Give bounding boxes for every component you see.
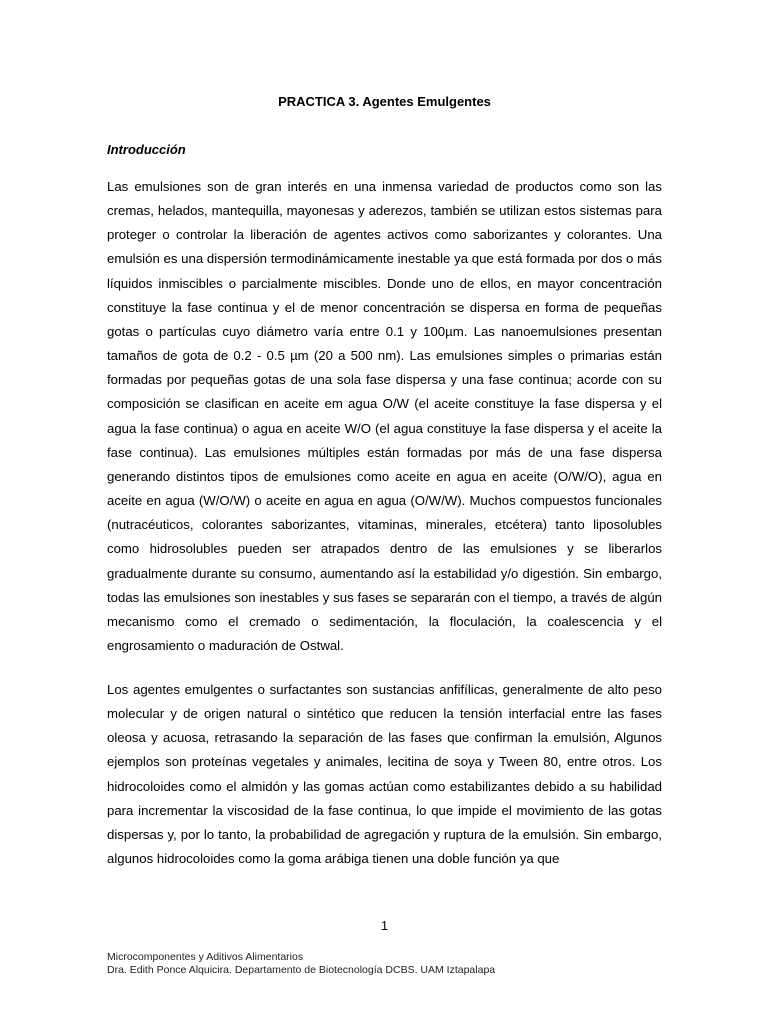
page-title: PRACTICA 3. Agentes Emulgentes <box>278 94 491 109</box>
paragraph-intro-1: Las emulsiones son de gran interés en una inmensa variedad de productos como son las cremas, helados, mantequilla, mayonesas y aderezos, también se utilizan estos sistemas para proteger o controlar la liberación de agentes activos como saborizantes y colorantes. Una emulsión es una dispersión termodinámicamente inestable ya que está formada por dos o más líquidos inmiscibles o parcialmente miscibles. Donde uno de ellos, en mayor concentración constituye la fase continua y el de menor concentración se dispersa en forma de pequeñas gotas o partículas cuyo diámetro varía entre 0.1 y 100µm. Las nanoemulsiones presentan tamaños de gota de 0.2 - 0.5 µm (20 a 500 nm). Las emulsiones simples o primarias están formadas por pequeñas gotas de una sola fase dispersa y una fase continua; acorde con su composición se clasifican en aceite em agua O/W (el aceite constituye la fase dispersa y el agua la fase continua) o agua en aceite W/O (el agua constituye la fase dispersa y el aceite la fase continua). Las emulsiones múltiples están formadas por más de una fase dispersa generando distintos tipos de emulsiones como aceite en agua en aceite (O/W/O), agua en aceite en agua (W/O/W) o aceite en agua en agua (O/W/W). Muchos compuestos funcionales (nutracéuticos, colorantes saborizantes, vitaminas, minerales, etcétera) tanto liposolubles como hidrosolubles pueden ser atrapados dentro de las emulsiones y se liberarlos gradualmente durante su consumo, aumentando así la estabilidad y/o digestión. Sin embargo, todas las emulsiones son inestables y sus fases se separarán con el tiempo, a través de algún mecanismo como el cremado o sedimentación, la floculación, la coalescencia y el engrosamiento o maduración de Ostwal. <box>107 179 662 653</box>
paragraph-intro-2: Los agentes emulgentes o surfactantes son sustancias anfifílicas, generalmente de alto peso molecular y de origen natural o sintético que reducen la tensión interfacial entre las fases oleosa y acuosa, retrasando la separación de las fases que confirman la emulsión, Algunos ejemplos son proteínas vegetales y animales, lecitina de soya y Tween 80, entre otros. Los hidrocoloides como el almidón y las gomas actúan como estabilizantes debido a su habilidad para incrementar la viscosidad de la fase continua, lo que impide el movimiento de las gotas dispersas y, por lo tanto, la probabilidad de agregación y ruptura de la emulsión. Sin embargo, algunos hidrocoloides como la goma arábiga tienen una doble función ya que <box>107 682 662 867</box>
footer-author-line: Dra. Edith Ponce Alquicira. Departamento de Biotecnología DCBS. UAM Iztapalapa <box>107 964 496 976</box>
footer-course-line: Microcomponentes y Aditivos Alimentarios <box>107 951 304 963</box>
section-heading: Introducción <box>107 142 186 157</box>
page-footer <box>107 951 495 977</box>
page-number: 1 <box>380 918 389 933</box>
